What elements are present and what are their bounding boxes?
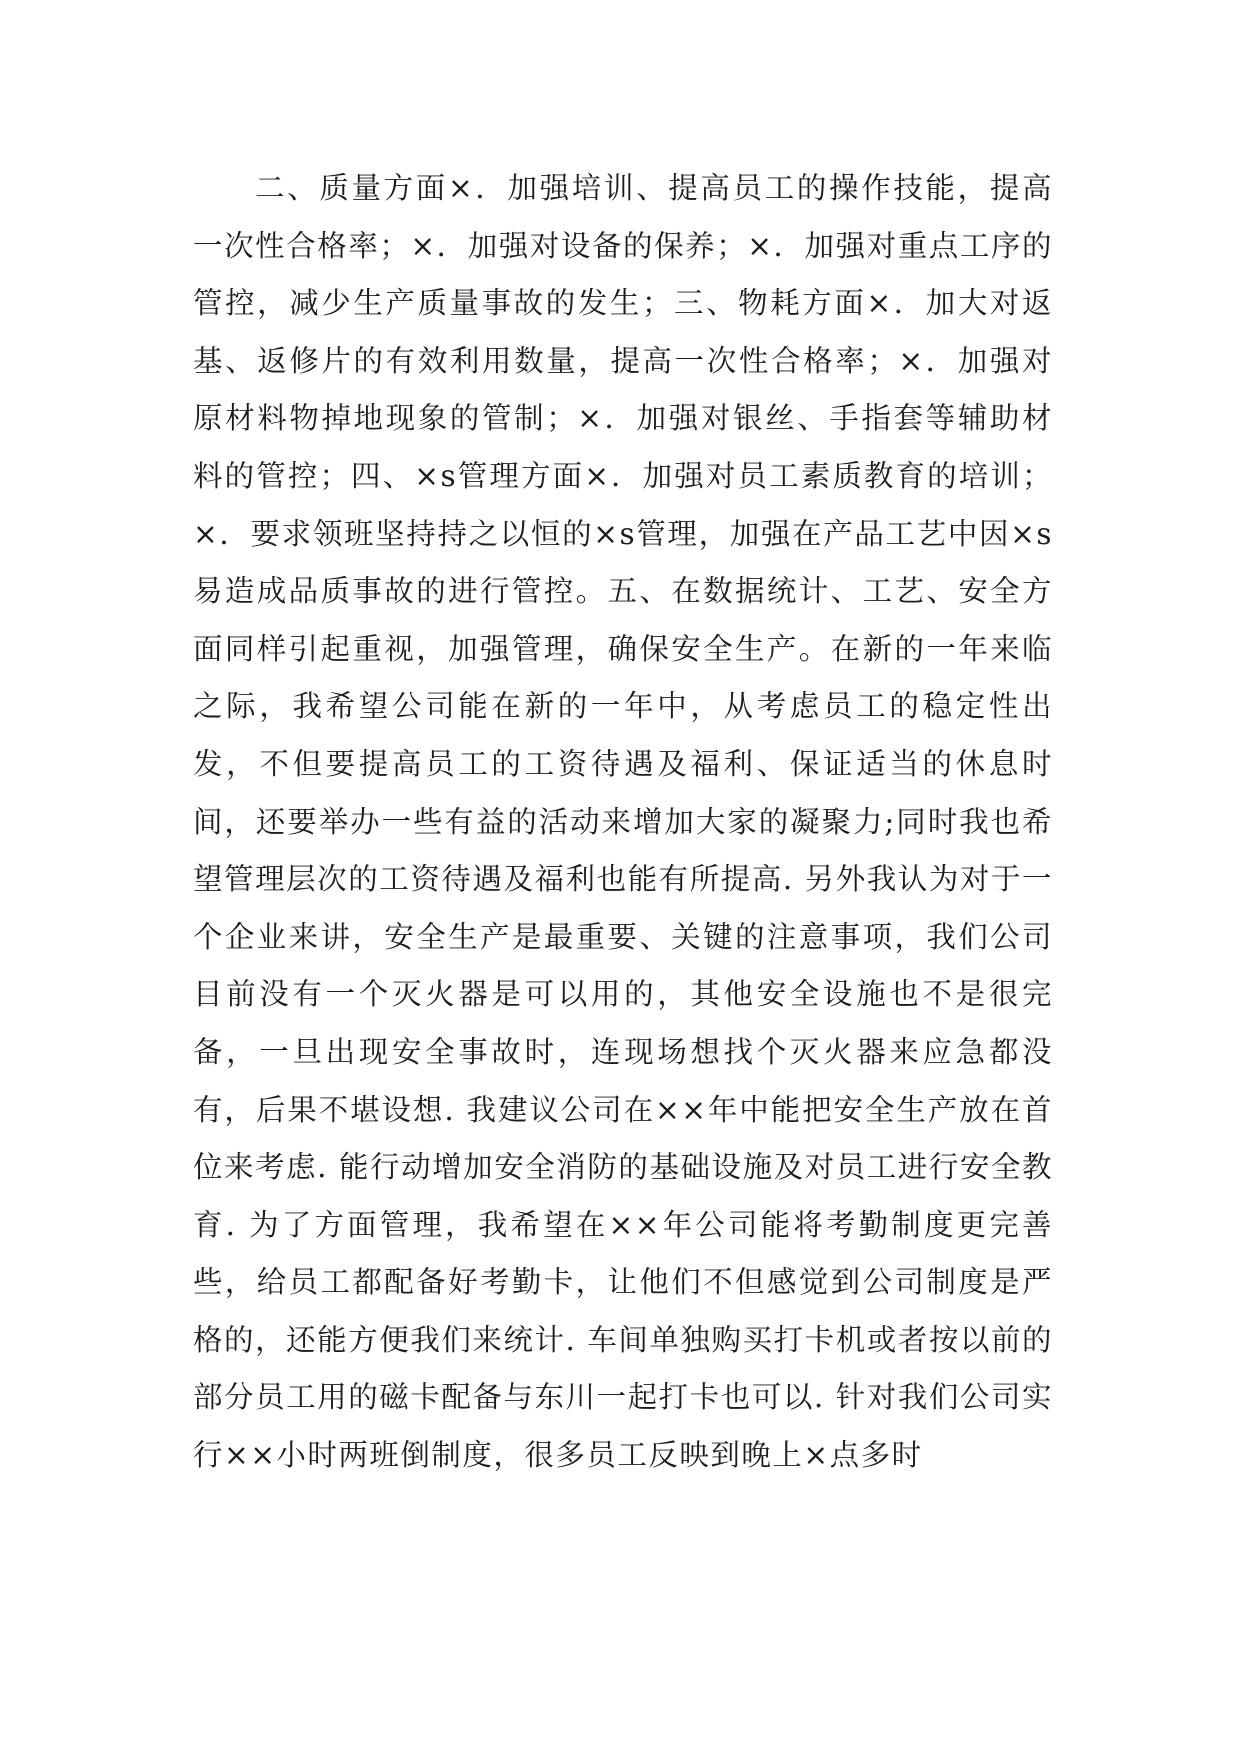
body-paragraph: 二、质量方面×．加强培训、提高员工的操作技能，提高一次性合格率；×．加强对设备的保养；×．加强对重点工序的管控，减少生产质量事故的发生；三、物耗方面×．加大对返基、返修片的有效利用数量，提高一次性合格率；×．加强对原材料物掉地现象的管制；×．加强对银丝、手指套等辅助材料的管控；四、×s管理方面×．加强对员工素质教育的培训；×．要求领班坚持持之以恒的×s管理，加强在产品工艺中因×s易造成品质事故的进行管控。五、在数据统计、工艺、安全方面同样引起重视，加强管理，确保安全生产。在新的一年来临之际，我希望公司能在新的一年中，从考虑员工的稳定性出发，不但要提高员工的工资待遇及福利、保证适当的休息时间，还要举办一些有益的活动来增加大家的凝聚力;同时我也希望管理层次的工资待遇及福利也能有所提高. 另外我认为对于一个企业来讲，安全生产是最重要、关键的注意事项，我们公司目前没有一个灭火器是可以用的，其他安全设施也不是很完备，一旦出现安全事故时，连现场想找个灭火器来应急都没有，后果不堪设想. 我建议公司在××年中能把安全生产放在首位来考虑. 能行动增加安全消防的基础设施及对员工进行安全教育. 为了方面管理，我希望在××年公司能将考勤制度更完善些，给员工都配备好考勤卡，让他们不但感觉到公司制度是严格的，还能方便我们来统计. 车间单独购买打卡机或者按以前的部分员工用的磁卡配备与东川一起打卡也可以. 针对我们公司实行××小时两班倒制度，很多员工反映到晚上×点多时 [193,171,1053,1473]
